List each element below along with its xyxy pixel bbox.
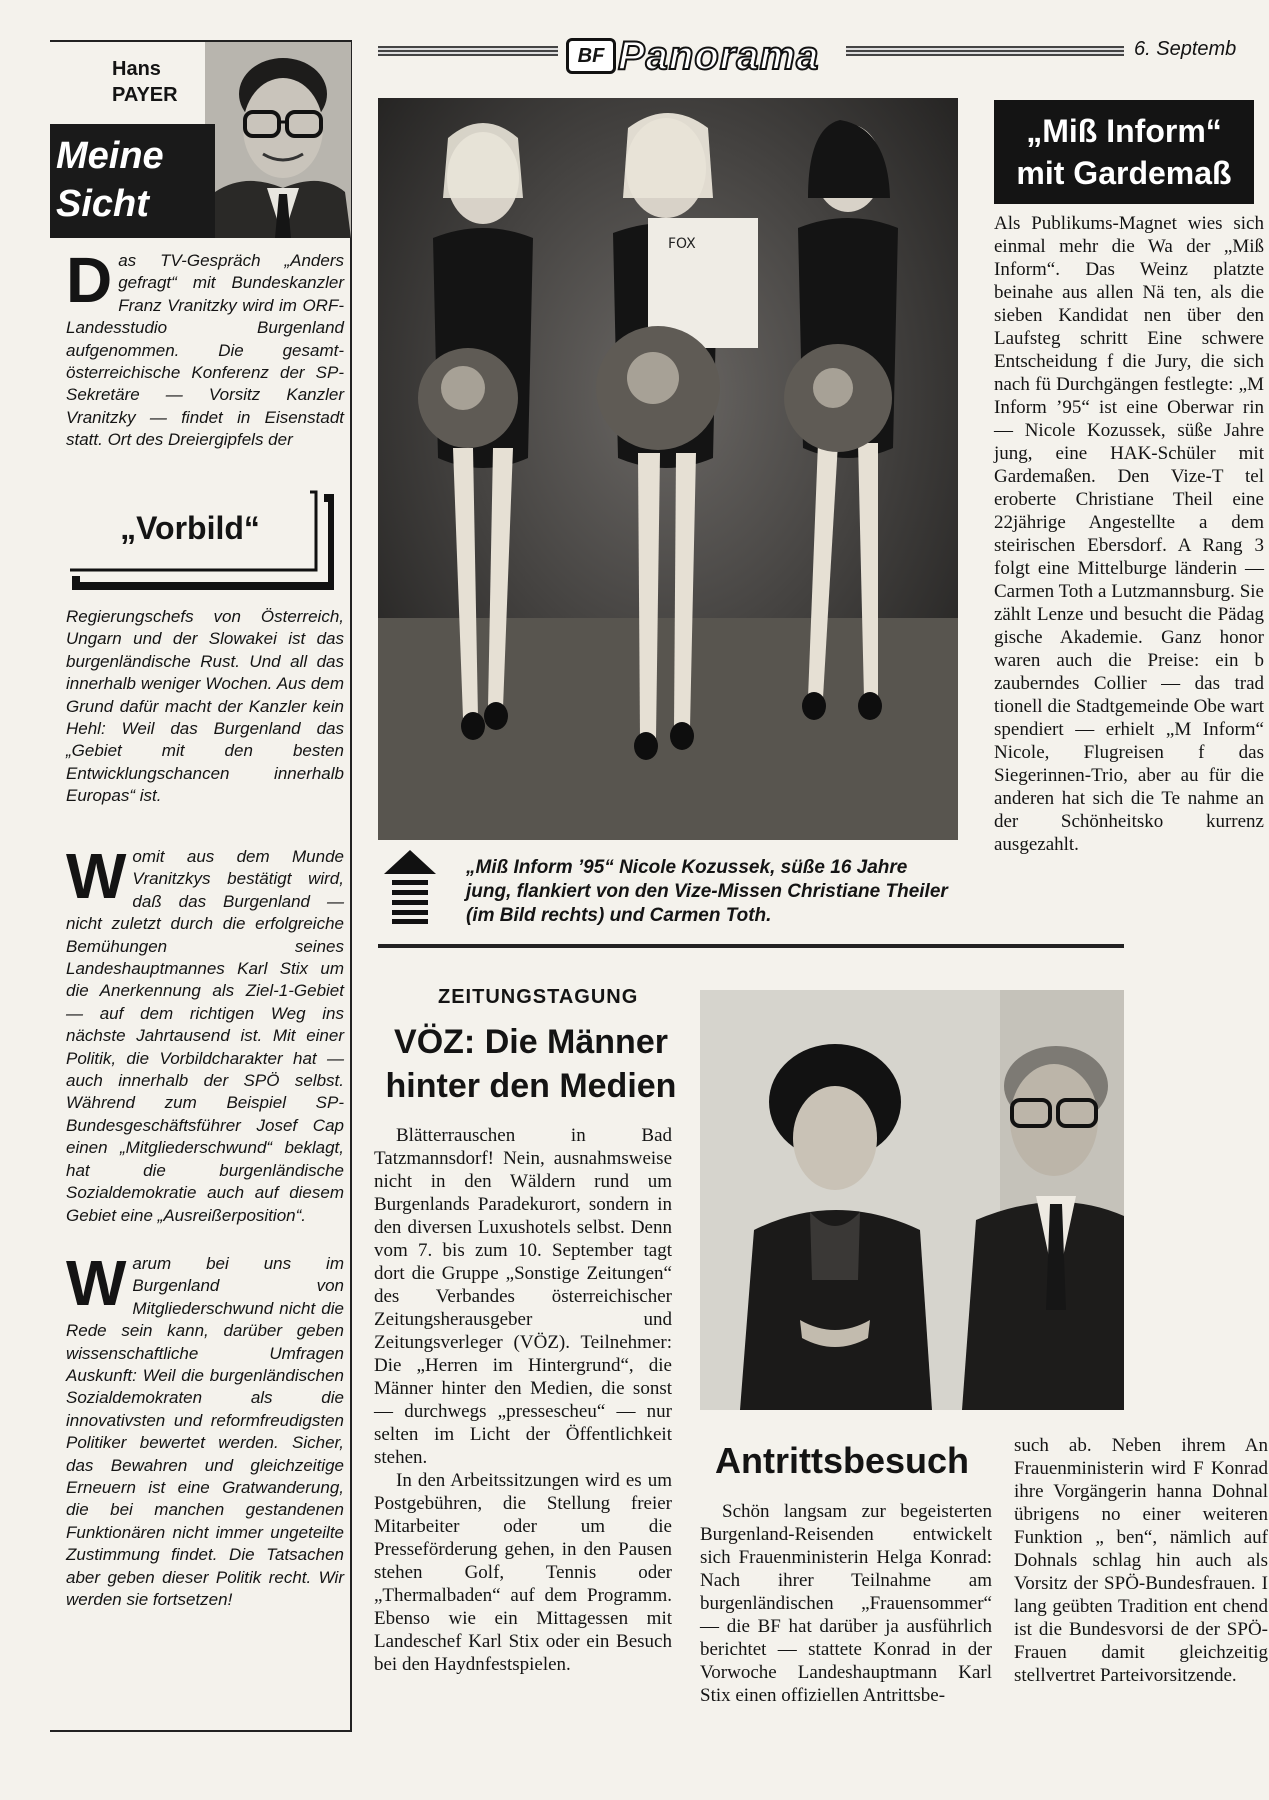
konrad-stix-photo	[700, 990, 1124, 1410]
voez-headline	[376, 1020, 686, 1108]
antritt-body-col2: such ab. Neben ihrem An Frauenministerin wird F Konrad ihre Vorgängerin hanna Dohnal übrigens no einer weiteren Funktion „ ben“, nämlich auf Dohnals schlag hin auch als Vorsitz der SPÖ-Bundesfrauen. I lang geübten Tradition ent chend ist die Bundesvorsi de der SPÖ-Frauen damit gleichzeitig stellvertret Parteivorsitzende.	[1014, 1435, 1268, 1686]
column-paragraph-4	[66, 1247, 344, 1612]
column-subhead: „Vorbild“	[120, 510, 260, 546]
voez-kicker: ZEITUNGSTAGUNG	[438, 986, 639, 1008]
column-paragraph-3	[66, 840, 344, 1227]
voez-body	[374, 1124, 672, 1676]
photo-illustration-bottom	[700, 990, 1124, 1410]
column-title-line1: Meine	[56, 135, 164, 177]
portrait-illustration	[205, 42, 351, 238]
voez-headline-line2: hinter den Medien	[385, 1067, 677, 1105]
section-divider	[378, 944, 1124, 948]
para4-text: arum bei uns im Burgenland von Mitgliederschwund nicht die Rede sein kann, darüber geben wissenschaftliche Umfragen Auskunft: Weil die burgenländischen Sozialdemokraten als die innovativsten und reformfreudigsten Politiker bewertet werden. Sicher, das Bewahren und gleichzeitige Erneuern ist eine Gratwanderung, die bei manchen gestandenen Funktionären nicht immer ungeteilte Zustimmung findet. Die Tatsachen aber geben dieser Politik recht. Wir werden sie fortsetzen!	[66, 1254, 344, 1610]
miss-headline-line1: „Miß Inform“	[1026, 113, 1222, 149]
author-portrait	[205, 42, 351, 238]
miss-headline-line2: mit Gardemaß	[1016, 155, 1232, 191]
para4-drop-cap: W	[66, 1247, 127, 1319]
column-paragraph-2: Regierungschefs von Österreich, Ungarn und der Slowakei ist das burgenländische Rust. Und all das innerhalb weniger Wochen. Aus dem Grund dafür macht der Kanzler kein Hehl: Weil das Burgenland das „Gebiet mit den besten Entwicklungschancen innerhalb Europas“ ist.	[66, 607, 344, 806]
column-title	[50, 124, 215, 238]
column-intro	[66, 244, 344, 452]
caption-arrow-icon	[382, 848, 438, 924]
intro-drop-cap: D	[66, 244, 113, 316]
intro-text: as TV-Gespräch „Anders gefragt“ mit Bundeskanzler Franz Vranitzky wird im ORF-Landesstudio Burgenland aufgenommen. Die gesamt-österreichische Konferenz der SP-Sekretäre — Vorsitz Kanzler Vranitzky — findet in Eisenstadt statt. Ort des Dreiergipfels der	[66, 251, 344, 450]
miss-inform-body: Als Publikums-Magnet wies sich einmal mehr die Wa der „Miß Inform“. Das Weinz platzte beinahe aus allen Nä ten, als die sieben Kandidat nen über den Laufsteg schritt Eine schwere Entscheidung f die Jury, die sich nach fü Durchgängen festlegte: „M Inform ’95“ ist eine Oberwar rin — Nicole Kozussek, süße Jahre jung, eine HAK-Schüler mit Gardemaßen. Den Vize-T tel eroberte Christiane Theil eine 22jährige Angestellte a dem steirischen Ebersdorf. A Rang 3 folgt eine Mittelburge länderin — Carmen Toth a Lutzmannsburg. Sie zählt Lenze und besucht die Pädag gische Akademie. Ganz honor waren auch die Preise: ein b zauberndes Collier — das trad tionell die Stadtgemeinde Obe wart spendiert — erhielt „M Inform“ Nicole, Flugreisen f das Siegerinnen-Trio, aber au für die anderen hat sich die Te nahme an der Schönheitsko kurrenz ausgezahlt.	[994, 213, 1264, 855]
miss-inform-headline	[994, 100, 1254, 204]
voez-headline-line1: VÖZ: Die Männer	[394, 1023, 668, 1061]
bf-logo: BF	[566, 38, 616, 74]
para3-drop-cap: W	[66, 840, 127, 912]
antritt-body-col1: Schön langsam zur begeisterten Burgenland-Reisenden entwickelt sich Frauenministerin Helga Konrad: Nach ihrer Teilnahme am burgenländischen „Frauensommer“ — die BF hat darüber ja ausführlich berichtet — stattete Konrad in der Vorwoche Landeshauptmann Karl Stix einen offiziellen Antrittsbe-	[700, 1501, 992, 1706]
photo-caption: „Miß Inform ’95“ Nicole Kozussek, süße 16 Jahre jung, flankiert von den Vize-Missen Christiane Theiler (im Bild rechts) und Carmen Toth.	[466, 857, 948, 926]
certificate-label: FOX	[668, 236, 696, 252]
header-rule-left	[378, 46, 558, 56]
author-last-name: PAYER	[112, 84, 178, 106]
voez-paragraph-1: Blätterrauschen in Bad Tatzmannsdorf! Nein, ausnahmsweise nicht in den Wäldern rund um Burgenlands Paradekurort, sondern in den diversen Luxushotels selbst. Denn vom 7. bis zum 10. September tagt dort die Gruppe „Sonstige Zeitungen“ des Verbandes österreichischer Zeitungsherausgeber und Zeitungsverleger (VÖZ). Teilnehmer: Die „Herren im Hintergrund“, die Männer hinter den Medien, die sonst — durchwegs „pressescheu“ — nur selten im Licht der Öffentlichkeit stehen.	[374, 1125, 672, 1468]
author-first-name: Hans	[112, 58, 161, 80]
issue-date: 6. Septemb	[1134, 38, 1237, 60]
photo-illustration	[378, 98, 958, 840]
para3-text: omit aus dem Munde Vranitzkys bestätigt wird, daß das Burgenland — nicht zuletzt durch die erfolgreiche Bemühungen seines Landeshauptmannes Karl Stix um die Anerkennung als Ziel-1-Gebiet — auf dem richtigen Weg ins nächste Jahrtausend ist. Mit einer Politik, die Vorbildcharakter hat — auch innerhalb der SPÖ selbst. Während zum Beispiel SP-Bundesgeschäftsführer Josef Cap einen „Mitgliederschwund“ beklagt, hat die burgenländische Sozialdemokratie auch auf diesem Gebiet eine „Ausreißerposition“.	[66, 847, 344, 1225]
column-title-line2: Sicht	[56, 183, 149, 225]
antritt-headline: Antrittsbesuch	[714, 1440, 970, 1481]
header-rule-right	[846, 46, 1124, 56]
section-title: Panorama	[618, 34, 820, 78]
miss-inform-photo	[378, 98, 958, 840]
voez-paragraph-2: In den Arbeitssitzungen wird es um Postgebühren, die Stellung freier Mitarbeiter oder um die Presseförderung gehen, in den Pausen stehen Golf, Tennis oder „Thermalbaden“ auf dem Programm. Ebenso wie ein Mittagessen mit Landeschef Karl Stix oder ein Besuch bei den Haydnfestspielen.	[374, 1470, 672, 1675]
